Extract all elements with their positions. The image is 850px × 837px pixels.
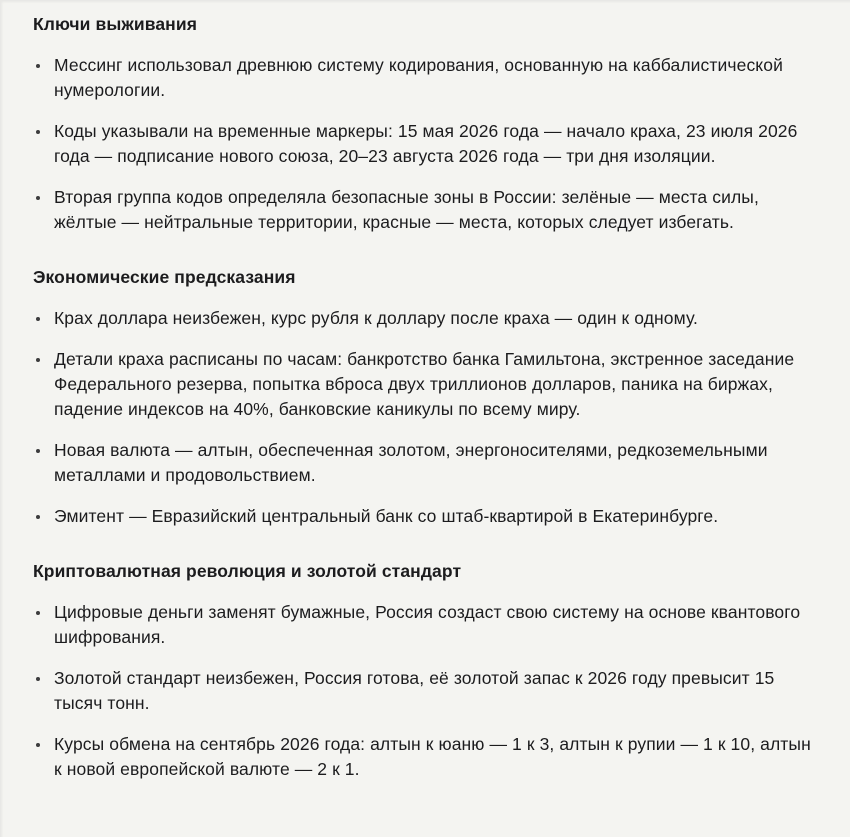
list-item xyxy=(33,347,816,422)
bullet-icon xyxy=(36,196,40,200)
section-heading: Криптовалютная революция и золотой стандарт xyxy=(33,561,462,581)
list-item xyxy=(33,732,816,782)
list-item-text: Новая валюта — алтын, обеспеченная золотом, энергоносителями, редкоземельными металлами и продовольствием. xyxy=(54,440,768,485)
bullet-icon xyxy=(36,611,40,615)
list-item-text: Эмитент — Евразийский центральный банк со штаб-квартирой в Екатеринбурге. xyxy=(54,506,719,526)
list-item xyxy=(33,438,816,488)
bullet-icon xyxy=(36,358,40,362)
section-survival-keys xyxy=(33,12,816,235)
list-item xyxy=(33,306,816,331)
bullet-icon xyxy=(36,64,40,68)
section-economic-predictions xyxy=(33,265,816,529)
bullet-list xyxy=(33,306,816,529)
list-item-text: Коды указывали на временные маркеры: 15 мая 2026 года — начало краха, 23 июля 2026 года — подписание нового союза, 20–23 августа 2026 года — три дня изоляции. xyxy=(54,121,798,166)
bullet-icon xyxy=(36,317,40,321)
list-item xyxy=(33,600,816,650)
section-heading: Экономические предсказания xyxy=(33,267,296,287)
list-item xyxy=(33,119,816,169)
list-item-text: Цифровые деньги заменят бумажные, Россия создаст свою систему на основе квантового шифрования. xyxy=(54,602,801,647)
bullet-icon xyxy=(36,449,40,453)
list-item-text: Вторая группа кодов определяла безопасные зоны в России: зелёные — места силы, жёлтые — нейтральные территории, красные — места, которых следует избегать. xyxy=(54,187,759,232)
list-item-text: Золотой стандарт неизбежен, Россия готова, её золотой запас к 2026 году превысит 15 тысяч тонн. xyxy=(54,668,775,713)
bullet-icon xyxy=(36,677,40,681)
list-item-text: Детали краха расписаны по часам: банкротство банка Гамильтона, экстренное заседание Федерального резерва, попытка вброса двух триллионов долларов, паника на биржах, падение индексов на 40%, банковские каникулы по всему миру. xyxy=(54,349,795,419)
bullet-icon xyxy=(36,743,40,747)
list-item-text: Мессинг использовал древнюю систему кодирования, основанную на каббалистической нумерологии. xyxy=(54,55,783,100)
bullet-list xyxy=(33,600,816,782)
list-item xyxy=(33,185,816,235)
list-item xyxy=(33,53,816,103)
section-crypto-gold-standard xyxy=(33,559,816,782)
list-item xyxy=(33,666,816,716)
bullet-icon xyxy=(36,130,40,134)
list-item-text: Крах доллара неизбежен, курс рубля к доллару после краха — один к одному. xyxy=(54,308,699,328)
bullet-icon xyxy=(36,515,40,519)
bullet-list xyxy=(33,53,816,235)
list-item xyxy=(33,504,816,529)
section-heading: Ключи выживания xyxy=(33,14,198,34)
list-item-text: Курсы обмена на сентябрь 2026 года: алтын к юаню — 1 к 3, алтын к рупии — 1 к 10, алтын к новой европейской валюте — 2 к 1. xyxy=(54,734,811,779)
